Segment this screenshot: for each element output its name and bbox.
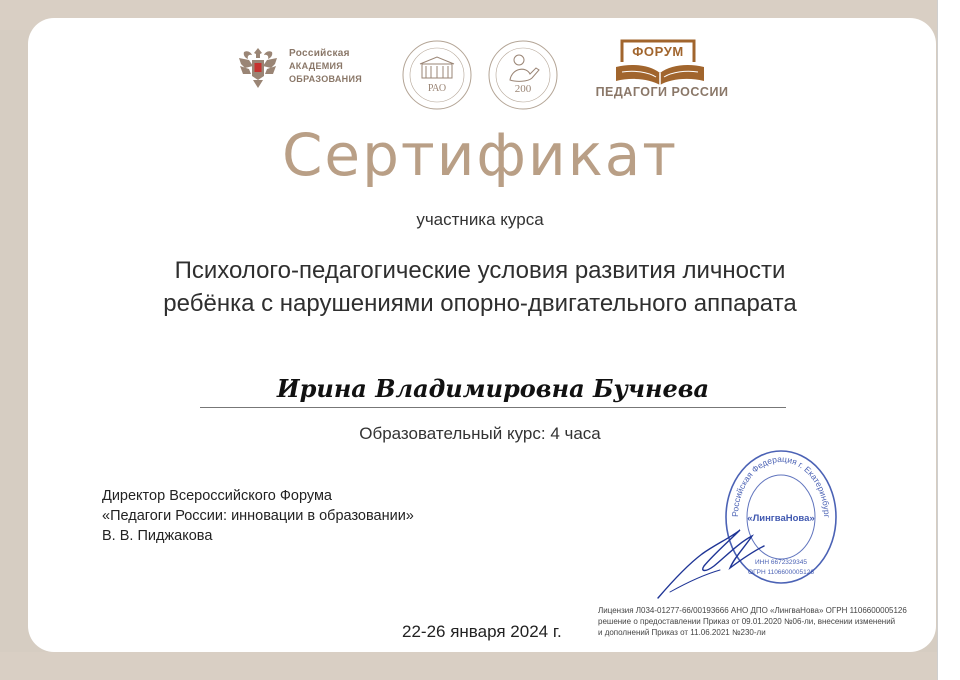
- stamp-ogrn: ОГРН 1106600005126: [748, 569, 814, 576]
- rao-logo-line-2: АКАДЕМИЯ: [289, 61, 344, 71]
- license-line-1: Лицензия Л034-01277-66/00193666 АНО ДПО «ЛингваНова» ОГРН 1106600005126: [598, 606, 907, 615]
- rao-building-seal-icon: [400, 38, 474, 112]
- double-headed-eagle-icon: [235, 42, 281, 92]
- rao-logo-line-3: ОБРАЗОВАНИЯ: [289, 74, 362, 84]
- viewer-edge: [937, 0, 960, 680]
- rao-logo: [235, 42, 375, 92]
- director-line-3: В. В. Пиджакова: [102, 528, 213, 544]
- course-title: [60, 254, 900, 320]
- certificate-subtitle: участника курса: [416, 210, 544, 229]
- license-line-3: и дополнений Приказ от 11.06.2021 №230-ли: [598, 628, 766, 637]
- certificate-date: 22-26 января 2024 г.: [402, 622, 562, 641]
- stamp-center-text: «ЛингваНова»: [747, 513, 815, 524]
- director-line-1: Директор Всероссийского Форума: [102, 488, 332, 504]
- course-title-line-2: ребёнка с нарушениями опорно-двигательного аппарата: [163, 290, 797, 317]
- seal-rao-label: РАО: [427, 83, 447, 94]
- stamp-inn: ИНН 6672329345: [754, 559, 808, 566]
- name-underline: [200, 407, 786, 408]
- bottom-band: [0, 652, 960, 680]
- course-hours: Образовательный курс: 4 часа: [359, 424, 601, 443]
- ushinsky-200-seal-icon: [486, 38, 560, 112]
- license-info: [598, 605, 938, 638]
- license-line-2: решение о предоставлении Приказ от 09.01.2020 №06-ли, внесении изменений: [598, 617, 896, 626]
- rao-logo-line-1: Российская: [289, 48, 350, 59]
- forum-logo: [582, 38, 742, 102]
- forum-logo-word: ФОРУМ: [632, 44, 684, 59]
- director-signature: [640, 512, 790, 604]
- certificate-title: Сертификат: [281, 121, 679, 189]
- course-title-line-1: Психолого-педагогические условия развития личности: [174, 257, 786, 284]
- director-block: [102, 486, 522, 546]
- seal-200-label: 200: [514, 83, 532, 95]
- director-line-2: «Педагоги России: инновации в образовании»: [102, 508, 414, 524]
- stamp-outer-text: Российская Федерация г. Екатеринбург: [729, 453, 833, 518]
- forum-logo-subtitle: ПЕДАГОГИ РОССИИ: [595, 85, 729, 99]
- participant-name: Ирина Владимировна Бучнева: [276, 374, 710, 403]
- open-book-icon: [612, 63, 708, 87]
